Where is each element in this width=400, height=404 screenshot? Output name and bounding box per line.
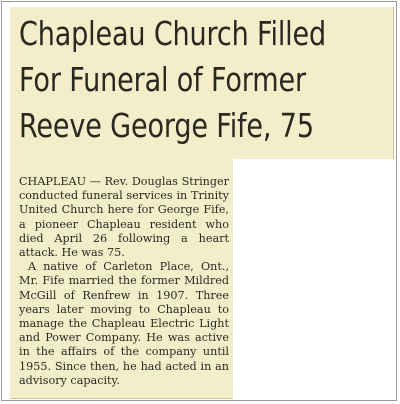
headline (19, 11, 327, 149)
paragraph-1: CHAPLEAU — Rev. Douglas Stringer conducted funeral services in Trinity United Church here for George Fife, a pioneer Chapleau resident who died April 26 following a heart attack. He was 75. (19, 175, 229, 260)
headline-line-1: Chapleau Church Filled (19, 14, 327, 53)
article-body (19, 175, 229, 388)
headline-line-2: For Funeral of Former (19, 60, 306, 99)
paragraph-2: A native of Carleton Place, Ont., Mr. Fife married the former Mildred McGill of Renfrew in 1907. Three years later moving to Chapleau to manage the Chapleau Electric Light and Power Company. He was active in the affairs of the company until 1955. Since then, he had acted in an advisory capacity. (19, 260, 229, 387)
image-frame (1, 1, 397, 401)
headline-line-3: Reeve George Fife, 75 (19, 106, 314, 145)
newspaper-clipping (5, 5, 397, 401)
